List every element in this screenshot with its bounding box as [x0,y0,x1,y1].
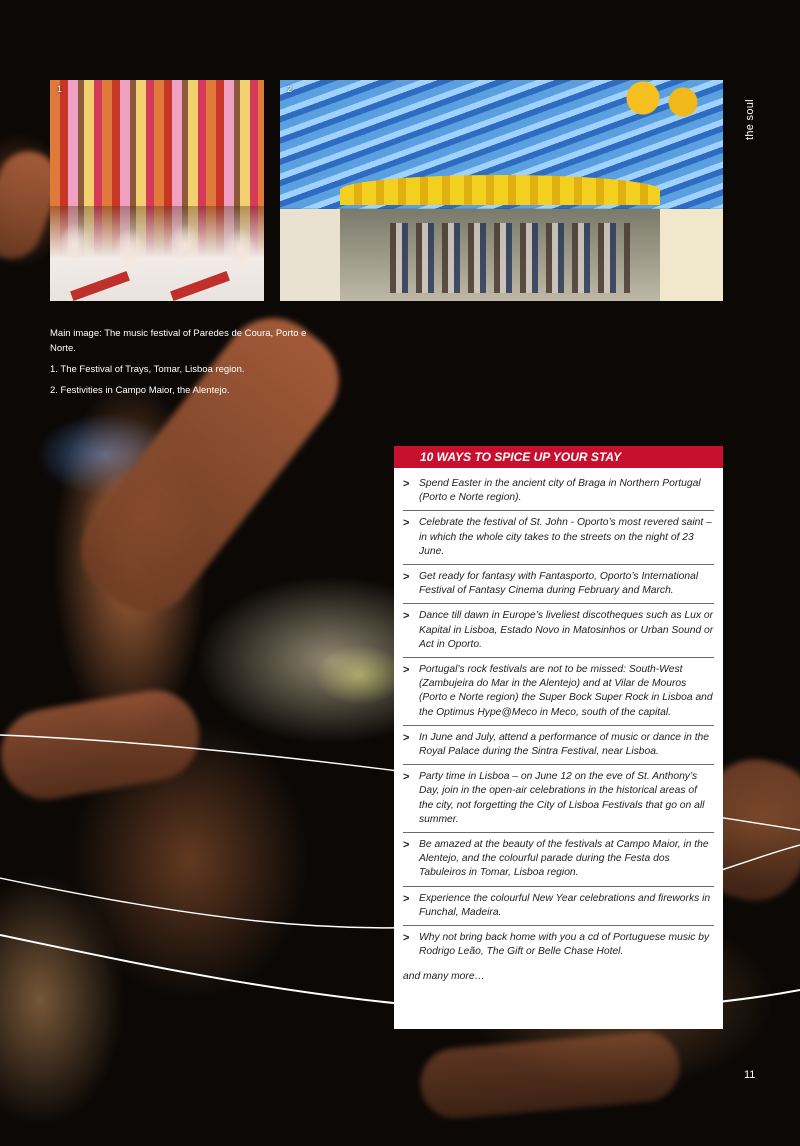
tip-item: > Party time in Lisboa – on June 12 on the eve of St. Anthony’s Day, join in the open-air celebrations in the historical areas of the city, not forgetting the City of Lisboa Festivals that go on all summer. [403,765,714,833]
sunflower-decoration [613,80,703,120]
image-captions [50,326,310,404]
tip-item: > Portugal’s rock festivals are not to be missed: South-West (Zambujeira do Mar in the Alentejo) and at Vilar de Mouros (Porto e Norte region) the Super Bock Super Rock in Lisboa and the Optimus Hype@Meco in Meco, south of the capital. [403,658,714,726]
chevron-right-icon: > [403,517,410,530]
chevron-right-icon: > [403,932,410,945]
tips-box [394,446,723,1029]
section-label: the soul [744,99,756,140]
page-number: 11 [744,1069,756,1081]
tip-item: > In June and July, attend a performance of music or dance in the Royal Palace during the Sintra Festival, near Lisboa. [403,726,714,765]
tip-item: > Be amazed at the beauty of the festivals at Campo Maior, in the Alentejo, and the colourful parade during the Festa dos Tabuleiros in Tomar, Lisboa region. [403,833,714,887]
chevron-right-icon: > [403,839,410,852]
tip-item: > Get ready for fantasy with Fantasporto, Oporto’s International Festival of Fantasy Cinema during February and March. [403,565,714,604]
photo-campo-maior-festivities [280,80,723,301]
photo-festival-of-trays [50,80,264,301]
tip-item: > Why not bring back home with you a cd of Portuguese music by Rodrigo Leão, The Gift or Belle Chase Hotel. [403,932,710,958]
tips-footer: and many more… [403,971,485,983]
chevron-right-icon: > [403,731,410,744]
street-crowd [390,223,630,293]
photo-number: 2 [287,84,293,94]
chevron-right-icon: > [403,664,410,677]
chevron-right-icon: > [403,892,410,905]
caption-2: 2. Festivities in Campo Maior, the Alentejo. [50,385,230,396]
caption-main: Main image: The music festival of Paredes de Coura, Porto e Norte. [50,328,307,354]
tips-list [394,468,723,964]
tip-item: > Spend Easter in the ancient city of Braga in Northern Portugal (Porto e Norte region). [403,474,714,511]
photo-number: 1 [57,84,63,94]
chevron-right-icon: > [403,771,410,784]
caption-1: 1. The Festival of Trays, Tomar, Lisboa region. [50,364,245,375]
tip-item: > Experience the colourful New Year celebrations and fireworks in Funchal, Madeira. [403,887,714,926]
tips-box-title: 10 WAYS TO SPICE UP YOUR STAY [394,446,723,468]
tip-item: > Dance till dawn in Europe’s liveliest discotheques such as Lux or Kapital in Lisboa, Estado Novo in Matosinhos or Urban Sound or Act in Oporto. [403,604,714,658]
chevron-right-icon: > [403,478,410,490]
chevron-right-icon: > [403,610,410,623]
tip-item: > Celebrate the festival of St. John - Oporto’s most revered saint – in which the whole city takes to the streets on the night of 23 June. [403,511,714,565]
chevron-right-icon: > [403,571,410,584]
